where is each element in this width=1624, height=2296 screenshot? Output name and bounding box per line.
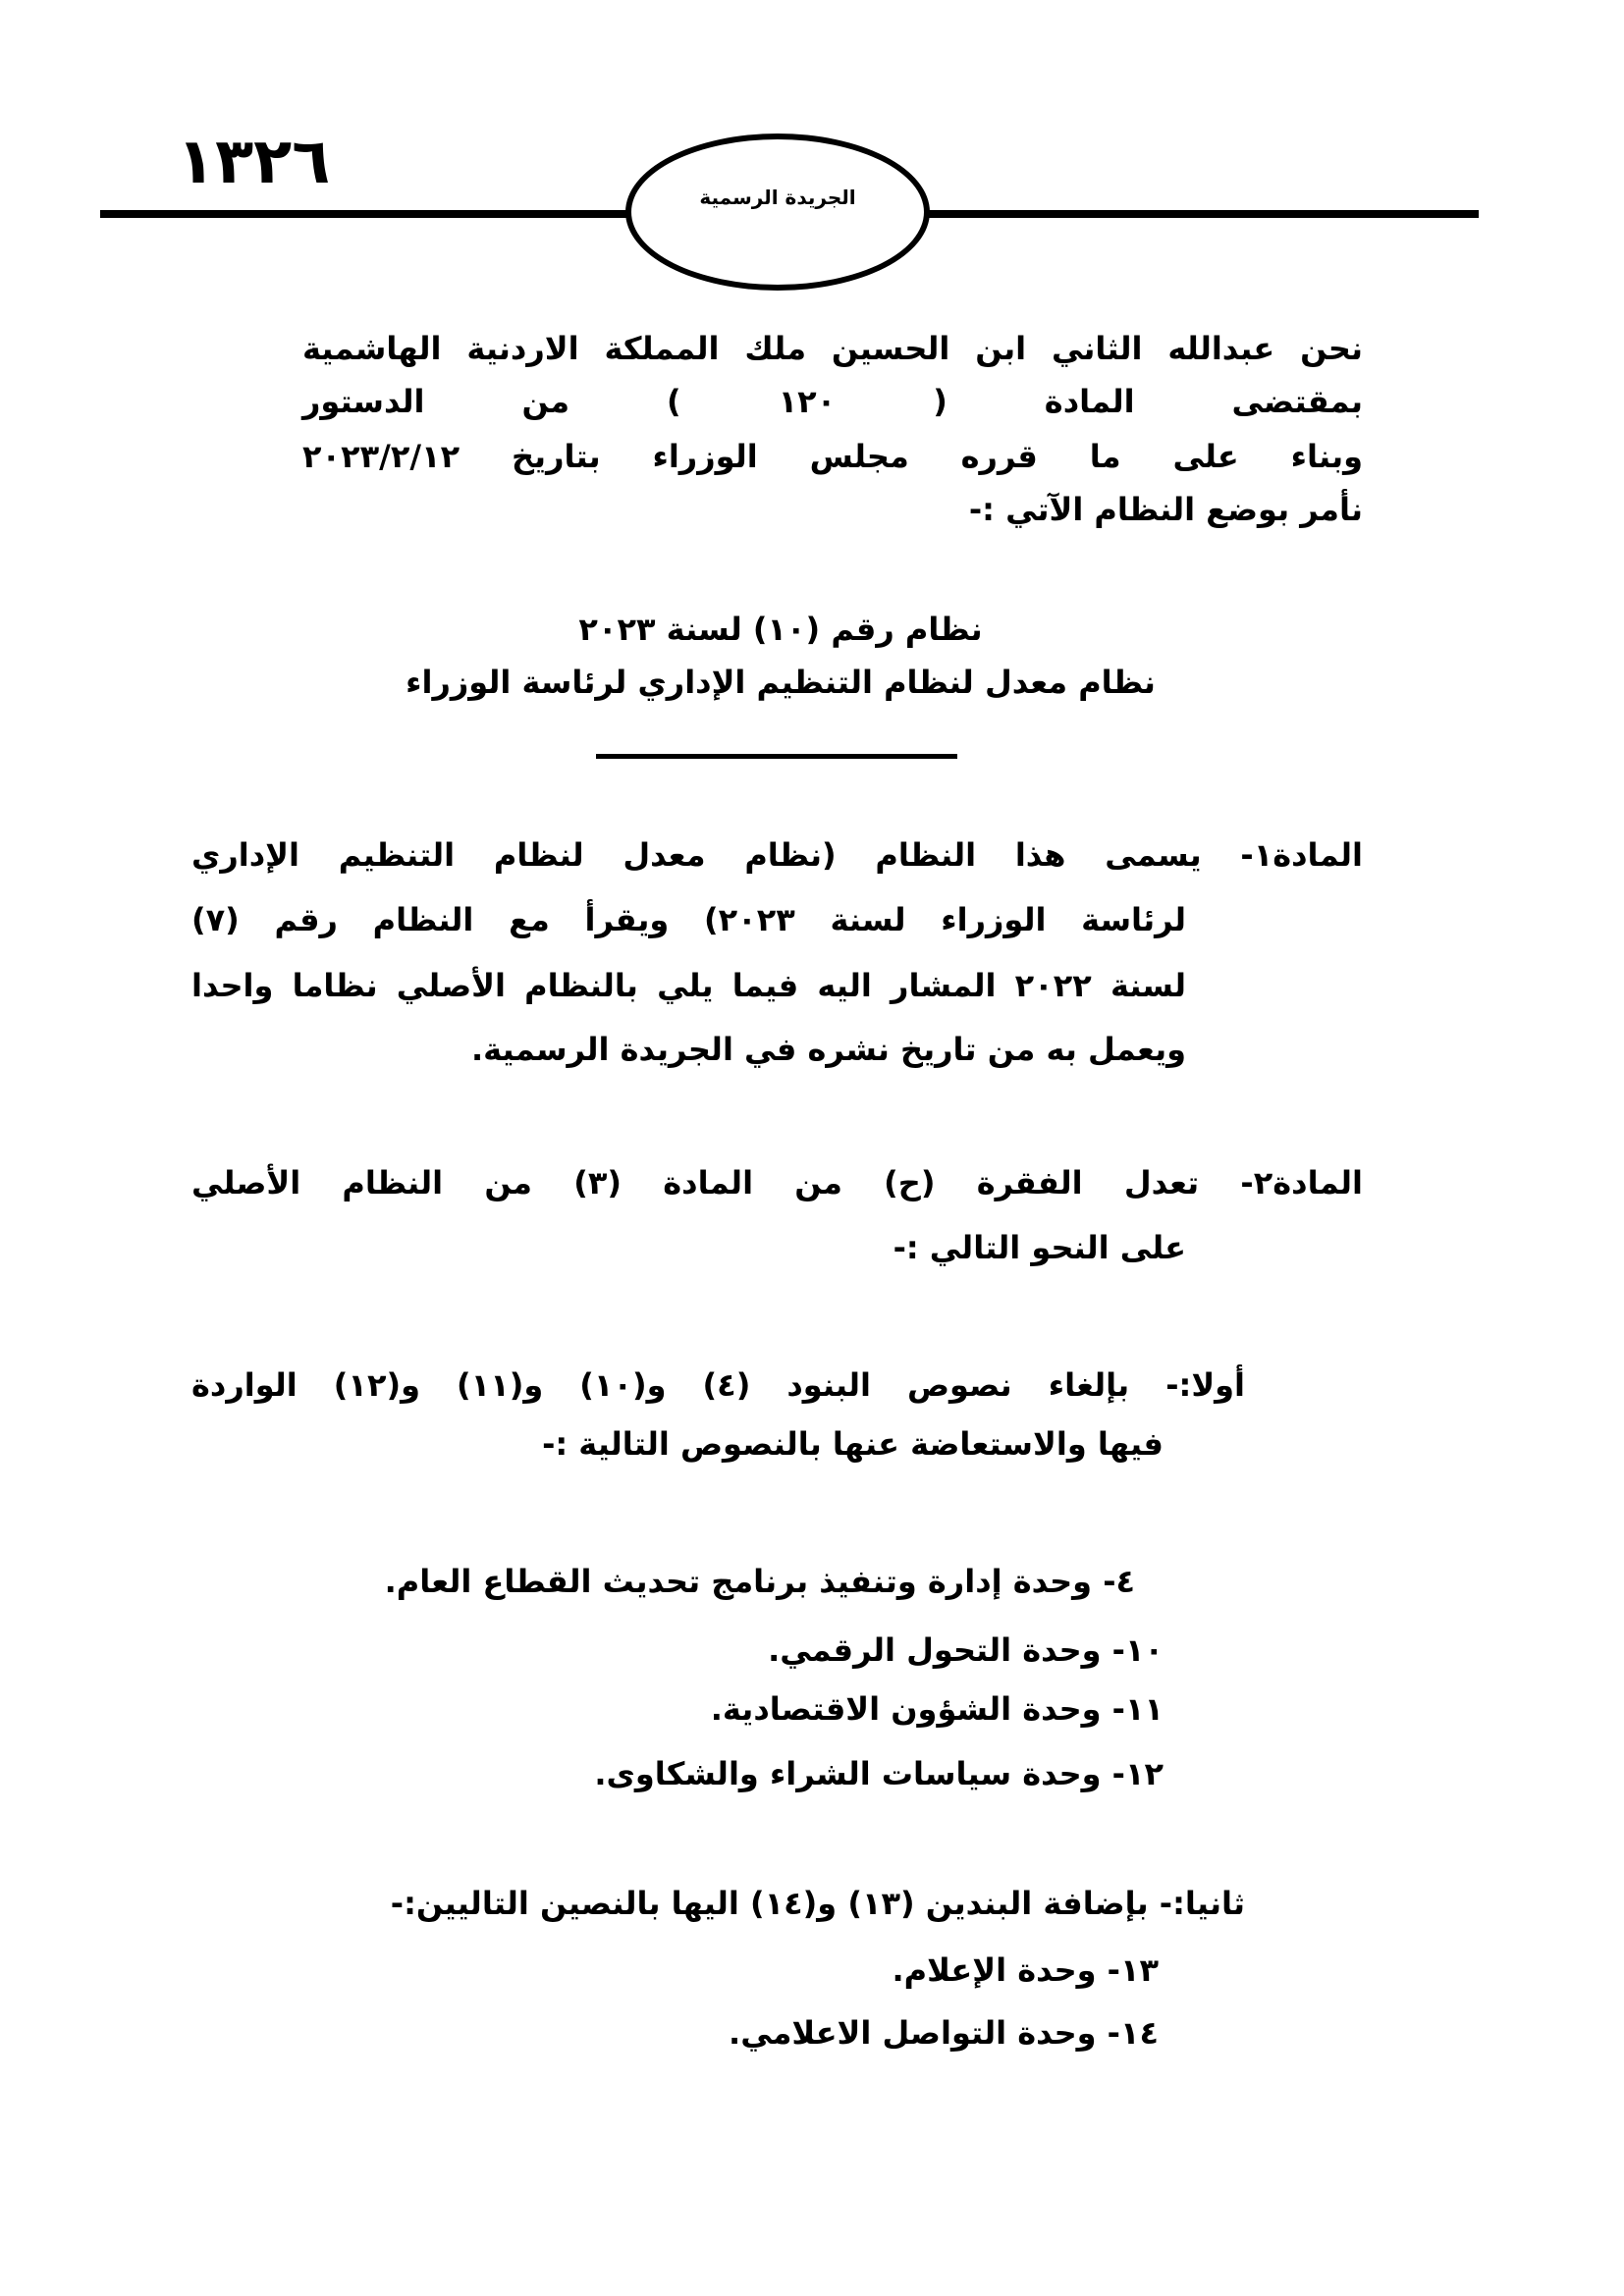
article2-line: على النحو التالي :- <box>893 1229 1186 1266</box>
regulation-title: نظام معدل لنظام التنظيم الإداري لرئاسة الوزراء <box>406 664 1156 701</box>
list-item: ١٣- وحدة الإعلام. <box>892 1951 1159 1989</box>
second-clause-line: ثانيا:- بإضافة البندين (١٣) و(١٤) اليها بالنصين التاليين:- <box>390 1885 1245 1922</box>
first-clause-line: أولا:- بإلغاء نصوص البنود (٤) و(١٠) و(١١) و(١٢) الواردة <box>191 1366 1246 1404</box>
list-item: ١٢- وحدة سياسات الشراء والشكاوى. <box>594 1755 1164 1792</box>
preamble-line: نأمر بوضع النظام الآتي :- <box>968 491 1363 528</box>
list-item: ١٤- وحدة التواصل الاعلامي. <box>729 2014 1159 2052</box>
list-item: ٤- وحدة إدارة وتنفيذ برنامج تحديث القطاع العام. <box>384 1563 1135 1600</box>
preamble-line: بمقتضى المادة ( ١٢٠ ) من الدستور <box>302 383 1364 420</box>
first-clause-line: فيها والاستعاضة عنها بالنصوص التالية :- <box>542 1425 1164 1463</box>
article1-line: المادة١- يسمى هذا النظام (نظام معدل لنظام التنظيم الإداري <box>191 836 1363 874</box>
list-item: ١١- وحدة الشؤون الاقتصادية. <box>710 1690 1164 1728</box>
seal-text: الجريدة الرسمية <box>699 186 856 209</box>
title-underline <box>596 754 957 759</box>
regulation-number: نظام رقم (١٠) لسنة ٢٠٢٣ <box>578 611 983 648</box>
article1-line: لسنة ٢٠٢٢ المشار اليه فيما يلي بالنظام الأصلي نظاما واحدا <box>191 967 1186 1004</box>
article2-line: المادة٢- تعدل الفقرة (ح) من المادة (٣) من النظام الأصلي <box>191 1164 1364 1201</box>
article1-line: لرئاسة الوزراء لسنة ٢٠٢٣) ويقرأ مع النظام رقم (٧) <box>191 901 1187 938</box>
article1-line: ويعمل به من تاريخ نشره في الجريدة الرسمية. <box>470 1031 1186 1068</box>
preamble-line: نحن عبدالله الثاني ابن الحسين ملك المملكة الاردنية الهاشمية <box>302 330 1363 367</box>
list-item: ١٠- وحدة التحول الرقمي. <box>768 1631 1164 1669</box>
preamble-line: وبناء على ما قرره مجلس الوزراء بتاريخ ٢٠٢٣/٢/١٢ <box>302 438 1363 475</box>
gazette-seal <box>625 133 930 291</box>
page-number: ١٣٢٦ <box>177 126 331 198</box>
